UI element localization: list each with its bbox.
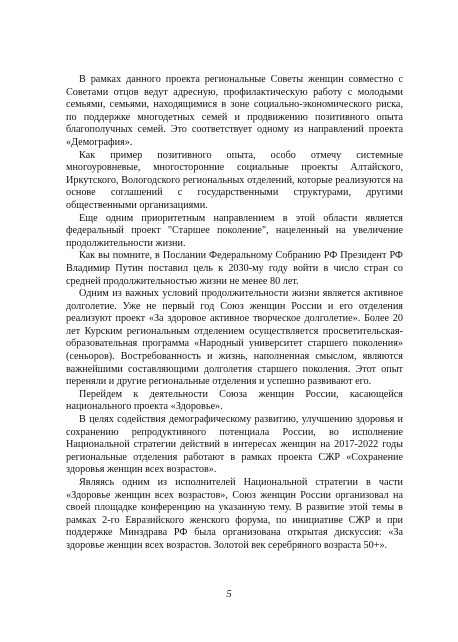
paragraph-8: Являясь одним из исполнителей Национальной стратегии в части «Здоровье женщин всех возрастов», Союз женщин России организовал на своей площадке конференцию на указанную тему. В развитие этой темы в рамках 2-го Евразийского женского форума, по инициативе СЖР и при поддержке Минздрава РФ была организована открытая дискуссия: «За здоровье женщин всех возрастов. Золотой век серебряного возраста 50+».: [66, 477, 403, 551]
paragraph-4: Как вы помните, в Послании Федеральному Собранию РФ Президент РФ Владимир Путин поставил цель к 2030-му году войти в число стран со средней продолжительностью жизни не менее 80 лет.: [66, 250, 403, 287]
paragraph-7: В целях содействия демографическому развитию, улучшению здоровья и сохранению репродуктивного потенциала России, во исполнение Национальной стратегии действий в интересах женщин на 2017-2022 годы региональные отделения работают в рамках проекта СЖР «Сохранение здоровья женщин всех возрастов».: [66, 414, 403, 476]
page-number: 5: [226, 588, 232, 600]
paragraph-6: Перейдем к деятельности Союза женщин России, касающейся национального проекта «Здоровье».: [66, 388, 403, 413]
paragraph-3: Еще одним приоритетным направлением в этой области является федеральный проект "Старшее поколение", нацеленный на увеличение продолжительности жизни.: [66, 212, 403, 249]
paragraph-5: Одним из важных условий продолжительности жизни является активное долголетие. Уже не первый год Союз женщин России и его отделения реализуют проект «За здоровое активное творческое долголетие». Более 20 лет Курским региональным отделением осуществляется просветительская-образовательная программа «Народный университет старшего поколения» (сеньоров). Востребованность и жизнь, наполненная смыслом, являются важнейшими составляющими долголетия старшего поколения. Этот опыт переняли и другие региональные отделения и успешно развивают его.: [66, 288, 403, 388]
paragraph-1: В рамках данного проекта региональные Советы женщин совместно с Советами отцов ведут адресную, профилактическую работу с молодыми семьями, семьями, находящимися в зоне социально-экономического риска, по поддержке многодетных семей и продвижению позитивного опыта благополучных семей. Это соответствует одному из направлений проекта «Демография».: [66, 74, 403, 148]
paragraph-2: Как пример позитивного опыта, особо отмечу системные многоуровневые, многосторонние социальные проекты Алтайского, Иркутского, Вологодского региональных отделений, которые реализуются на основе соглашений с государственными структурами, другими общественными организациями.: [66, 149, 403, 211]
body-text: [66, 74, 403, 553]
